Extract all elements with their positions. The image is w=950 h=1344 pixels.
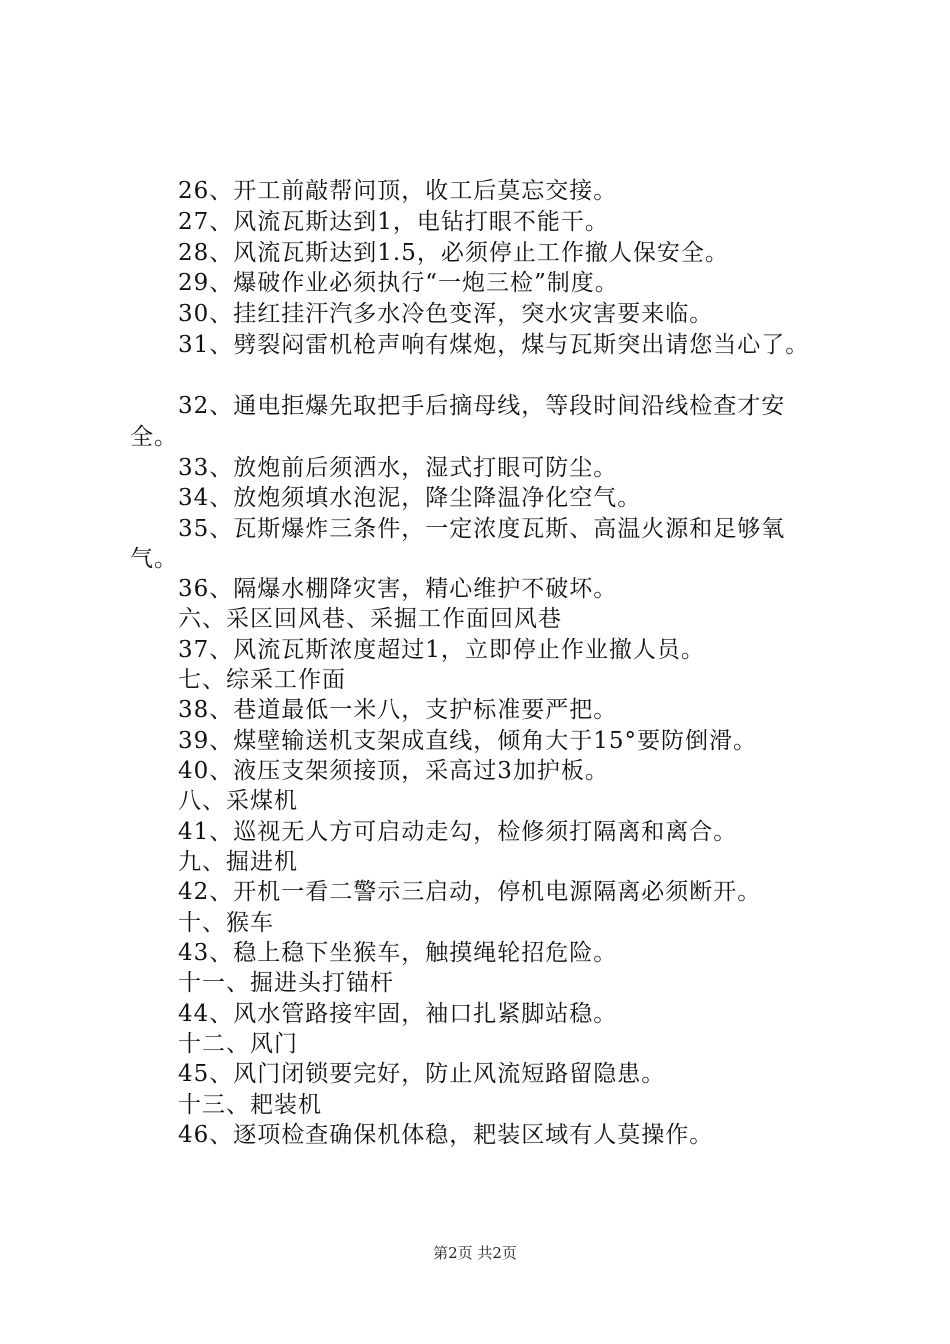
line-text: 38、巷道最低一米八，支护标准要严把。 [178,697,618,723]
line-text: 30、挂红挂汗汽多水冷色变浑，突水灾害要来临。 [178,301,714,327]
line-text: 26、开工前敲帮问顶，收工后莫忘交接。 [178,178,618,204]
line-text: 十三、耙装机 [178,1092,322,1118]
line-text: 十二、风门 [178,1031,298,1057]
line-text: 31、劈裂闷雷机枪声响有煤炮，煤与瓦斯突出请您当心了。 [178,332,810,358]
page-number: 第2页 共2页 [433,1244,517,1262]
line-text: 29、爆破作业必须执行“一炮三检”制度。 [178,270,619,296]
line-text: 44、风水管路接牢固，袖口扎紧脚站稳。 [178,1001,618,1027]
line-text: 27、风流瓦斯达到1，电钻打眼不能干。 [178,209,609,235]
line-text: 36、隔爆水棚降灾害，精心维护不破坏。 [178,576,618,602]
line-text: 40、液压支架须接顶，采高过3加护板。 [178,758,609,784]
line-text: 十、猴车 [178,910,274,936]
line-text: 33、放炮前后须洒水，湿式打眼可防尘。 [178,455,618,481]
line-text: 九、掘进机 [178,849,298,875]
line-text: 28、风流瓦斯达到1.5，必须停止工作撤人保安全。 [178,240,729,266]
line-text: 32、通电拒爆先取把手后摘母线，等段时间沿线检查才安 [178,393,786,419]
line-text: 42、开机一看二警示三启动，停机电源隔离必须断开。 [178,879,762,905]
line-text: 气。 [130,546,178,572]
page-footer [0,1243,950,1263]
line-text: 41、巡视无人方可启动走勾，检修须打隔离和离合。 [178,819,738,845]
line-text: 43、稳上稳下坐猴车，触摸绳轮招危险。 [178,940,618,966]
line-text: 十一、掘进头打锚杆 [178,970,394,996]
line-text: 七、综采工作面 [178,667,346,693]
line-text: 34、放炮须填水泡泥，降尘降温净化空气。 [178,485,642,511]
line-text: 全。 [130,424,178,450]
line-text: 八、采煤机 [178,788,298,814]
line-text: 45、风门闭锁要完好，防止风流短路留隐患。 [178,1061,666,1087]
line-text: 六、采区回风巷、采掘工作面回风巷 [178,606,562,632]
line-text: 39、煤壁输送机支架成直线，倾角大于15°要防倒滑。 [178,728,758,754]
line-text: 46、逐项检查确保机体稳，耙装区域有人莫操作。 [178,1122,714,1148]
line-text: 35、瓦斯爆炸三条件，一定浓度瓦斯、高温火源和足够氧 [178,516,786,542]
line-text: 37、风流瓦斯浓度超过1，立即停止作业撤人员。 [178,637,705,663]
